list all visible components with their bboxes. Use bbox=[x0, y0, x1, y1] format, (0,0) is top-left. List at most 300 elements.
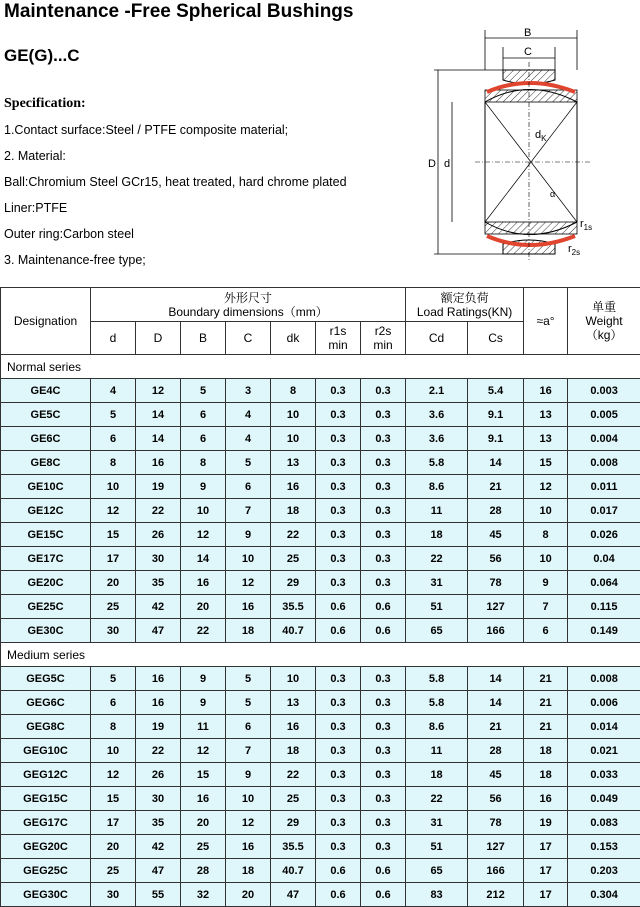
table-cell: 0.153 bbox=[568, 835, 640, 859]
table-cell: 78 bbox=[468, 811, 524, 835]
table-cell: 0.017 bbox=[568, 499, 640, 523]
table-cell: 16 bbox=[271, 475, 316, 499]
table-row bbox=[1, 883, 640, 907]
cell-designation: GEG8C bbox=[1, 715, 91, 739]
table-cell: 25 bbox=[91, 859, 136, 883]
label-dk-sub: K bbox=[541, 134, 547, 143]
table-cell: 42 bbox=[136, 595, 181, 619]
spec-line: 2. Material: bbox=[4, 148, 347, 174]
header-weight-en: Weight bbox=[568, 314, 640, 328]
header-boundary-en: Boundary dimensions（mm） bbox=[91, 305, 405, 319]
table-row bbox=[1, 595, 640, 619]
table-cell: 28 bbox=[181, 859, 226, 883]
table-cell: 47 bbox=[136, 859, 181, 883]
table-cell: 15 bbox=[524, 451, 568, 475]
table-cell: 22 bbox=[136, 739, 181, 763]
table-cell: 0.083 bbox=[568, 811, 640, 835]
table-cell: 0.6 bbox=[361, 859, 406, 883]
table-cell: 15 bbox=[91, 787, 136, 811]
table-cell: 20 bbox=[181, 811, 226, 835]
table-cell: 45 bbox=[468, 763, 524, 787]
table-cell: 17 bbox=[91, 811, 136, 835]
specification bbox=[4, 96, 347, 278]
cell-designation: GEG17C bbox=[1, 811, 91, 835]
table-cell: 18 bbox=[271, 499, 316, 523]
header-weight-unit: （kg） bbox=[568, 328, 640, 342]
table-cell: 8 bbox=[181, 451, 226, 475]
table-cell: 0.014 bbox=[568, 715, 640, 739]
table-cell: 0.6 bbox=[316, 619, 361, 643]
header-boundary-cn: 外形尺寸 bbox=[91, 291, 405, 305]
table-cell: 5.8 bbox=[406, 667, 468, 691]
table-cell: 7 bbox=[226, 739, 271, 763]
spec-line: Ball:Chromium Steel GCr15, heat treated, hard chrome plated bbox=[4, 174, 347, 200]
table-row bbox=[1, 499, 640, 523]
table-cell: 26 bbox=[136, 763, 181, 787]
table-cell: 20 bbox=[91, 835, 136, 859]
label-dk-main: d bbox=[535, 129, 541, 141]
cell-designation: GEG20C bbox=[1, 835, 91, 859]
table-cell: 8 bbox=[271, 379, 316, 403]
table-cell: 25 bbox=[271, 547, 316, 571]
table-cell: 21 bbox=[524, 667, 568, 691]
table-cell: 22 bbox=[406, 547, 468, 571]
table-cell: 18 bbox=[524, 763, 568, 787]
table-cell: 12 bbox=[91, 763, 136, 787]
table-cell: 0.006 bbox=[568, 691, 640, 715]
table-cell: 0.005 bbox=[568, 403, 640, 427]
table-cell: 127 bbox=[468, 595, 524, 619]
table-row bbox=[1, 691, 640, 715]
label-r1s-sub: 1s bbox=[584, 223, 592, 232]
table-cell: 0.3 bbox=[316, 427, 361, 451]
table-cell: 0.3 bbox=[316, 475, 361, 499]
table-cell: 6 bbox=[524, 619, 568, 643]
label-r2s bbox=[568, 243, 580, 257]
table-cell: 12 bbox=[181, 739, 226, 763]
table-row bbox=[1, 787, 640, 811]
table-cell: 28 bbox=[468, 739, 524, 763]
table-cell: 14 bbox=[181, 547, 226, 571]
table-cell: 0.033 bbox=[568, 763, 640, 787]
table-cell: 10 bbox=[271, 403, 316, 427]
table-cell: 51 bbox=[406, 595, 468, 619]
header-weight-cn: 单重 bbox=[568, 300, 640, 314]
table-cell: 0.3 bbox=[361, 835, 406, 859]
table-cell: 21 bbox=[524, 691, 568, 715]
table-cell: 0.3 bbox=[361, 667, 406, 691]
section-label: Normal series bbox=[1, 355, 640, 379]
spec-heading: Specification: bbox=[4, 96, 347, 122]
header-d: d bbox=[91, 322, 136, 355]
table-cell: 17 bbox=[524, 859, 568, 883]
table-cell: 0.3 bbox=[361, 403, 406, 427]
table-cell: 12 bbox=[226, 571, 271, 595]
label-r2s-sub: 2s bbox=[572, 248, 580, 257]
table-cell: 0.064 bbox=[568, 571, 640, 595]
cell-designation: GE20C bbox=[1, 571, 91, 595]
cell-designation: GE30C bbox=[1, 619, 91, 643]
header-alpha: ≈a° bbox=[524, 288, 568, 355]
table-cell: 65 bbox=[406, 619, 468, 643]
table-cell: 6 bbox=[181, 427, 226, 451]
table-cell: 22 bbox=[271, 523, 316, 547]
table-cell: 10 bbox=[226, 547, 271, 571]
table-cell: 6 bbox=[226, 715, 271, 739]
table-cell: 0.3 bbox=[316, 451, 361, 475]
table-cell: 10 bbox=[524, 547, 568, 571]
table-cell: 0.021 bbox=[568, 739, 640, 763]
header-r2s-label: r2s bbox=[361, 324, 405, 338]
table-cell: 0.3 bbox=[316, 403, 361, 427]
label-alpha: α bbox=[550, 189, 555, 199]
table-cell: 0.3 bbox=[361, 715, 406, 739]
table-cell: 11 bbox=[406, 739, 468, 763]
table-cell: 5 bbox=[91, 667, 136, 691]
table-row bbox=[1, 763, 640, 787]
table-cell: 14 bbox=[468, 691, 524, 715]
table-cell: 11 bbox=[181, 715, 226, 739]
table-cell: 4 bbox=[91, 379, 136, 403]
table-cell: 0.3 bbox=[316, 787, 361, 811]
table-cell: 13 bbox=[271, 691, 316, 715]
table-cell: 19 bbox=[136, 715, 181, 739]
table-cell: 30 bbox=[136, 547, 181, 571]
table-cell: 5.8 bbox=[406, 451, 468, 475]
table-cell: 3.6 bbox=[406, 427, 468, 451]
table-cell: 12 bbox=[136, 379, 181, 403]
table-cell: 28 bbox=[468, 499, 524, 523]
table-cell: 0.011 bbox=[568, 475, 640, 499]
table-cell: 6 bbox=[91, 427, 136, 451]
table-cell: 18 bbox=[406, 523, 468, 547]
cell-designation: GEG5C bbox=[1, 667, 91, 691]
table-cell: 0.115 bbox=[568, 595, 640, 619]
table-cell: 0.6 bbox=[361, 595, 406, 619]
table-cell: 17 bbox=[91, 547, 136, 571]
table-cell: 30 bbox=[91, 883, 136, 907]
header-r2s bbox=[361, 322, 406, 355]
table-cell: 0.3 bbox=[316, 379, 361, 403]
table-cell: 12 bbox=[91, 499, 136, 523]
table-cell: 16 bbox=[181, 571, 226, 595]
table-cell: 22 bbox=[181, 619, 226, 643]
table-cell: 0.3 bbox=[361, 451, 406, 475]
table-cell: 0.026 bbox=[568, 523, 640, 547]
table-row bbox=[1, 523, 640, 547]
table-cell: 9 bbox=[226, 523, 271, 547]
table-cell: 6 bbox=[226, 475, 271, 499]
table-cell: 0.3 bbox=[361, 571, 406, 595]
table-cell: 25 bbox=[91, 595, 136, 619]
dimensions-table bbox=[0, 287, 640, 907]
table-cell: 35 bbox=[136, 811, 181, 835]
table-cell: 18 bbox=[406, 763, 468, 787]
table-cell: 14 bbox=[468, 667, 524, 691]
table-cell: 18 bbox=[226, 619, 271, 643]
table-cell: 10 bbox=[271, 667, 316, 691]
table-cell: 21 bbox=[524, 715, 568, 739]
label-b: B bbox=[524, 27, 531, 39]
table-cell: 166 bbox=[468, 619, 524, 643]
table-cell: 0.6 bbox=[316, 859, 361, 883]
table-cell: 3 bbox=[226, 379, 271, 403]
table-cell: 31 bbox=[406, 571, 468, 595]
table-cell: 26 bbox=[136, 523, 181, 547]
table-cell: 5.4 bbox=[468, 379, 524, 403]
table-cell: 0.3 bbox=[316, 547, 361, 571]
table-row bbox=[1, 619, 640, 643]
table-row bbox=[1, 715, 640, 739]
cell-designation: GEG10C bbox=[1, 739, 91, 763]
table-cell: 0.3 bbox=[316, 691, 361, 715]
cell-designation: GEG15C bbox=[1, 787, 91, 811]
table-cell: 19 bbox=[136, 475, 181, 499]
table-cell: 35.5 bbox=[271, 835, 316, 859]
header-cs: Cs bbox=[468, 322, 524, 355]
table-cell: 0.003 bbox=[568, 379, 640, 403]
table-cell: 18 bbox=[271, 739, 316, 763]
table-row bbox=[1, 547, 640, 571]
table-cell: 0.3 bbox=[361, 523, 406, 547]
page-title: Maintenance -Free Spherical Bushings bbox=[4, 1, 353, 23]
header-weight bbox=[568, 288, 640, 355]
table-cell: 8 bbox=[91, 715, 136, 739]
table-cell: 0.6 bbox=[316, 883, 361, 907]
table-cell: 0.049 bbox=[568, 787, 640, 811]
table-cell: 78 bbox=[468, 571, 524, 595]
table-cell: 17 bbox=[524, 883, 568, 907]
table-cell: 18 bbox=[524, 739, 568, 763]
table-cell: 5 bbox=[181, 379, 226, 403]
table-cell: 9 bbox=[181, 691, 226, 715]
header-r1s-min: min bbox=[316, 338, 360, 352]
inner-ring-bore-top bbox=[485, 90, 577, 102]
table-cell: 0.3 bbox=[361, 787, 406, 811]
table-cell: 0.004 bbox=[568, 427, 640, 451]
table-cell: 14 bbox=[136, 403, 181, 427]
table-cell: 0.3 bbox=[316, 739, 361, 763]
table-cell: 47 bbox=[136, 619, 181, 643]
table-cell: 5 bbox=[91, 403, 136, 427]
header-load-en: Load Ratings(KN) bbox=[406, 305, 523, 319]
table-row bbox=[1, 427, 640, 451]
table-cell: 8 bbox=[91, 451, 136, 475]
table-row bbox=[1, 379, 640, 403]
table-cell: 12 bbox=[524, 475, 568, 499]
table-cell: 0.6 bbox=[361, 883, 406, 907]
table-cell: 0.3 bbox=[361, 379, 406, 403]
table-cell: 10 bbox=[91, 739, 136, 763]
table-cell: 45 bbox=[468, 523, 524, 547]
table-cell: 25 bbox=[271, 787, 316, 811]
header-load bbox=[406, 288, 524, 322]
table-cell: 4 bbox=[226, 427, 271, 451]
table-cell: 10 bbox=[91, 475, 136, 499]
table-cell: 51 bbox=[406, 835, 468, 859]
table-cell: 35.5 bbox=[271, 595, 316, 619]
table-cell: 127 bbox=[468, 835, 524, 859]
table-cell: 17 bbox=[524, 835, 568, 859]
table-cell: 22 bbox=[136, 499, 181, 523]
table-cell: 0.3 bbox=[316, 763, 361, 787]
spec-line: Liner:PTFE bbox=[4, 200, 347, 226]
table-cell: 0.304 bbox=[568, 883, 640, 907]
cell-designation: GE4C bbox=[1, 379, 91, 403]
table-cell: 21 bbox=[468, 715, 524, 739]
table-cell: 13 bbox=[271, 451, 316, 475]
cell-designation: GE25C bbox=[1, 595, 91, 619]
cell-designation: GE17C bbox=[1, 547, 91, 571]
table-cell: 19 bbox=[524, 811, 568, 835]
table-cell: 0.3 bbox=[361, 475, 406, 499]
table-cell: 13 bbox=[524, 403, 568, 427]
header-r1s-label: r1s bbox=[316, 324, 360, 338]
table-cell: 0.3 bbox=[316, 571, 361, 595]
cell-designation: GEG6C bbox=[1, 691, 91, 715]
table-cell: 35 bbox=[136, 571, 181, 595]
label-r1s-main: r bbox=[580, 218, 584, 230]
table-cell: 40.7 bbox=[271, 859, 316, 883]
table-cell: 0.3 bbox=[316, 523, 361, 547]
table-cell: 20 bbox=[226, 883, 271, 907]
table-cell: 15 bbox=[181, 763, 226, 787]
cell-designation: GEG30C bbox=[1, 883, 91, 907]
inner-ring-bore-bottom bbox=[485, 222, 577, 234]
table-body bbox=[1, 355, 640, 907]
cell-designation: GEG25C bbox=[1, 859, 91, 883]
table-cell: 10 bbox=[181, 499, 226, 523]
table-cell: 0.008 bbox=[568, 451, 640, 475]
table-cell: 14 bbox=[136, 427, 181, 451]
table-cell: 83 bbox=[406, 883, 468, 907]
table-cell: 47 bbox=[271, 883, 316, 907]
model-code: GE(G)...C bbox=[4, 46, 80, 66]
table-cell: 10 bbox=[226, 787, 271, 811]
label-r1s bbox=[580, 218, 592, 232]
table-cell: 11 bbox=[406, 499, 468, 523]
header-designation: Designation bbox=[1, 288, 91, 355]
table-cell: 16 bbox=[136, 667, 181, 691]
table-cell: 0.3 bbox=[361, 739, 406, 763]
table-cell: 15 bbox=[91, 523, 136, 547]
cell-designation: GE10C bbox=[1, 475, 91, 499]
table-row bbox=[1, 811, 640, 835]
table-cell: 0.3 bbox=[316, 835, 361, 859]
bushing-diagram bbox=[420, 22, 638, 262]
cell-designation: GE5C bbox=[1, 403, 91, 427]
table-cell: 20 bbox=[91, 571, 136, 595]
table-cell: 31 bbox=[406, 811, 468, 835]
table-cell: 16 bbox=[271, 715, 316, 739]
table-cell: 8.6 bbox=[406, 715, 468, 739]
header-dk: dk bbox=[271, 322, 316, 355]
table-cell: 7 bbox=[524, 595, 568, 619]
table-cell: 16 bbox=[524, 379, 568, 403]
table-cell: 29 bbox=[271, 811, 316, 835]
spec-line: 3. Maintenance-free type; bbox=[4, 252, 347, 278]
table-cell: 5 bbox=[226, 691, 271, 715]
cell-designation: GE12C bbox=[1, 499, 91, 523]
table-cell: 0.3 bbox=[361, 763, 406, 787]
table-cell: 9 bbox=[181, 475, 226, 499]
table-cell: 30 bbox=[91, 619, 136, 643]
table-cell: 16 bbox=[524, 787, 568, 811]
table-cell: 9 bbox=[181, 667, 226, 691]
table-cell: 30 bbox=[136, 787, 181, 811]
table-cell: 0.3 bbox=[361, 691, 406, 715]
table-cell: 5 bbox=[226, 451, 271, 475]
table-cell: 56 bbox=[468, 547, 524, 571]
table-cell: 5 bbox=[226, 667, 271, 691]
table-cell: 12 bbox=[226, 811, 271, 835]
section-row bbox=[1, 355, 640, 379]
table-row bbox=[1, 739, 640, 763]
table-row bbox=[1, 571, 640, 595]
table-cell: 16 bbox=[226, 595, 271, 619]
header-big-d: D bbox=[136, 322, 181, 355]
table-cell: 6 bbox=[91, 691, 136, 715]
table-row bbox=[1, 835, 640, 859]
label-r2s-main: r bbox=[568, 243, 572, 255]
table-cell: 3.6 bbox=[406, 403, 468, 427]
table-cell: 10 bbox=[271, 427, 316, 451]
table-cell: 166 bbox=[468, 859, 524, 883]
header-boundary bbox=[91, 288, 406, 322]
header-b: B bbox=[181, 322, 226, 355]
table-cell: 32 bbox=[181, 883, 226, 907]
table-cell: 0.6 bbox=[361, 619, 406, 643]
table-cell: 0.008 bbox=[568, 667, 640, 691]
table-cell: 40.7 bbox=[271, 619, 316, 643]
table-cell: 0.6 bbox=[316, 595, 361, 619]
table-cell: 5.8 bbox=[406, 691, 468, 715]
table-cell: 9 bbox=[226, 763, 271, 787]
table-cell: 16 bbox=[226, 835, 271, 859]
table-cell: 8 bbox=[524, 523, 568, 547]
cell-designation: GE6C bbox=[1, 427, 91, 451]
table-cell: 20 bbox=[181, 595, 226, 619]
table-cell: 7 bbox=[226, 499, 271, 523]
label-small-d: d bbox=[444, 158, 450, 170]
table-cell: 22 bbox=[271, 763, 316, 787]
spec-line: 1.Contact surface:Steel / PTFE composite material; bbox=[4, 122, 347, 148]
table-row bbox=[1, 667, 640, 691]
header-r1s bbox=[316, 322, 361, 355]
header-load-cn: 额定负荷 bbox=[406, 291, 523, 305]
table-cell: 65 bbox=[406, 859, 468, 883]
header-r2s-min: min bbox=[361, 338, 405, 352]
header-c: C bbox=[226, 322, 271, 355]
cell-designation: GE8C bbox=[1, 451, 91, 475]
label-big-d: D bbox=[428, 158, 436, 170]
table-cell: 0.04 bbox=[568, 547, 640, 571]
header-cd: Cd bbox=[406, 322, 468, 355]
table-cell: 0.3 bbox=[316, 499, 361, 523]
label-c: C bbox=[524, 46, 532, 58]
table-cell: 42 bbox=[136, 835, 181, 859]
table-cell: 16 bbox=[136, 691, 181, 715]
table-cell: 0.3 bbox=[361, 499, 406, 523]
table-cell: 29 bbox=[271, 571, 316, 595]
table-cell: 12 bbox=[181, 523, 226, 547]
table-cell: 212 bbox=[468, 883, 524, 907]
table-cell: 14 bbox=[468, 451, 524, 475]
section-label: Medium series bbox=[1, 643, 640, 667]
table-cell: 4 bbox=[226, 403, 271, 427]
cell-designation: GE15C bbox=[1, 523, 91, 547]
table-row bbox=[1, 859, 640, 883]
